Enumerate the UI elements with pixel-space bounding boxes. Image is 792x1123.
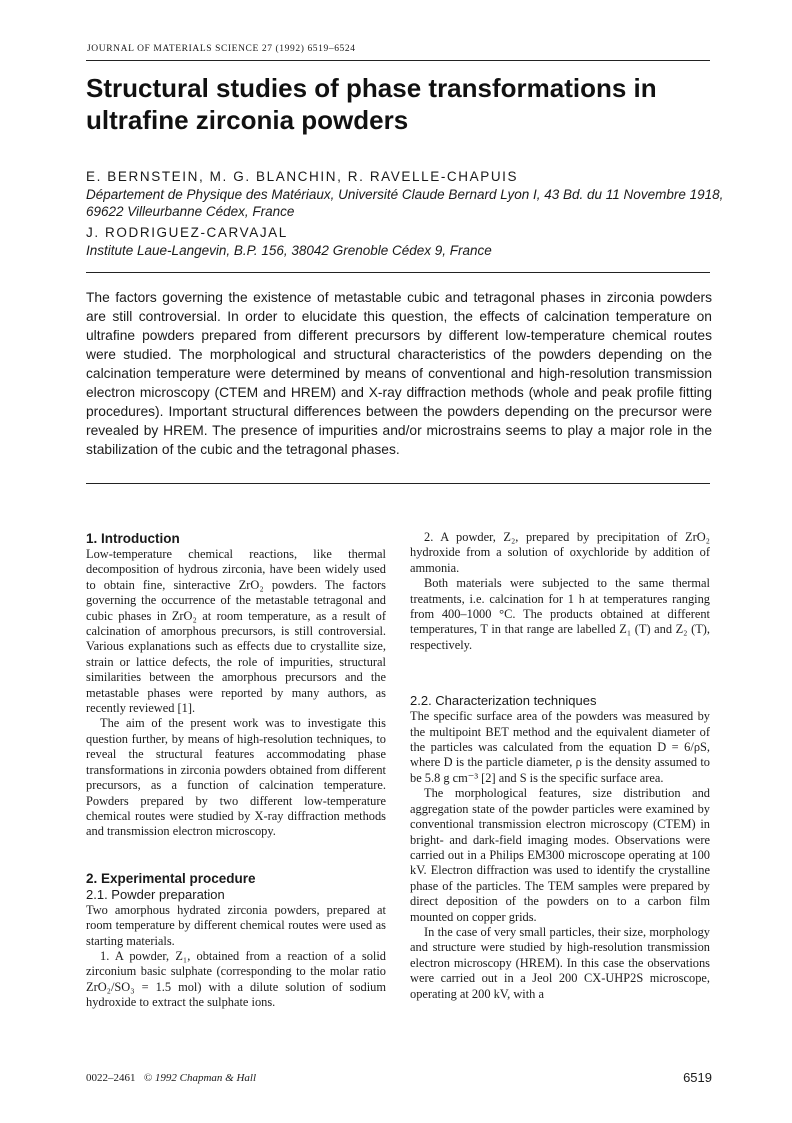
footer-issn-copyright	[86, 1072, 256, 1084]
abstract: The factors governing the existence of metastable cubic and tetragonal phases in zirconia powders are still controversial. In order to elucidate this question, the effects of calcination temperature on ultrafine powders prepared from different precursors by different low-temperature chemical routes were studied. The morphological and structural characteristics of the powders depending on the calcination temperature were determined by means of conventional and high-resolution transmission electron microscopy (CTEM and HREM) and X-ray diffraction methods (whole and peak profile fitting procedures). Important structural differences between the powders depending on the precursor were revealed by HREM. The presence of impurities and/or microstrains seems to play a major role in the stabilization of the cubic and the tetragonal phases.	[86, 290, 712, 457]
paper-title: Structural studies of phase transformations in ultrafine zirconia powders	[86, 73, 657, 135]
left-column	[86, 530, 386, 1011]
abstract-top-rule	[86, 272, 710, 273]
paragraph: 2. A powder, Z₂, prepared by precipitation of ZrO₂ hydroxide from a solution of oxychloride by addition of ammonia.	[410, 530, 710, 575]
paragraph: Two amorphous hydrated zirconia powders, prepared at room temperature by different chemical routes were used as starting materials.	[86, 902, 386, 948]
issn: 0022–2461	[86, 1072, 136, 1084]
paragraph: Low-temperature chemical reactions, like thermal decomposition of hydrous zirconia, have been widely used to obtain fine, sinteractive ZrO₂ powders. The factors governing the occurrence of the metastable tetragonal and cubic phases in ZrO₂ at room temperature, as a result of calcination of amorphous precursors, is still controversial. Various explanations such as effects due to crystallite size, strain or lattice defects, the role of impurities, structural similarities between the amorphous precursors and the metastable phases were reported by many authors, as recently reviewed [1].	[86, 547, 386, 716]
page-number: 6519	[683, 1070, 712, 1085]
author-affiliation: Institute Laue-Langevin, B.P. 156, 38042 Grenoble Cédex 9, France	[86, 243, 492, 258]
section-heading-introduction: 1. Introduction	[86, 531, 180, 546]
author-block-1	[86, 168, 726, 220]
author-names: J. RODRIGUEZ-CARVAJAL	[86, 225, 288, 240]
paragraph: Both materials were subjected to the same thermal treatments, i.e. calcination for 1 h at temperatures ranging from 400–1000 °C. The products obtained at different temperatures, T in that range are labelled Z₁ (T) and Z₂ (T), respectively.	[410, 576, 710, 652]
copyright: © 1992 Chapman & Hall	[143, 1072, 257, 1084]
journal-header: JOURNAL OF MATERIALS SCIENCE 27 (1992) 6519–6524	[87, 44, 356, 54]
right-column	[410, 530, 710, 1002]
paragraph: In the case of very small particles, their size, morphology and structure were studied by high-resolution transmission electron microscopy (HREM). In this case the observations were carried out in a Jeol 200 CX-UHP2S microscope, operating at 200 kV, with a	[410, 924, 710, 1001]
paragraph: The specific surface area of the powders was measured by the multipoint BET method and the equivalent diameter of the particles was calculated from the equation D = 6/ρS, where D is the particle diameter, ρ is the density assumed to be 5.8 g cm⁻³ [2] and S is the specific surface area.	[410, 709, 710, 785]
paragraph: 1. A powder, Z₁, obtained from a reaction of a solid zirconium basic sulphate (corresponding to the molar ratio ZrO₂/SO₃ = 1.5 mol) with a dilute solution of sodium hydroxide to extract the sulphate ions.	[86, 948, 386, 1010]
paragraph: The morphological features, size distribution and aggregation state of the powder particles were examined by conventional transmission electron microscopy (CTEM) in bright- and dark-field imaging modes. Observations were carried out in a Philips EM300 microscope operating at 100 kV. Electron diffraction was used to identify the crystalline phase of the particles. The TEM samples were prepared by direct deposition of the powders on to a carbon film mounted on copper grids.	[410, 786, 710, 924]
author-names: E. BERNSTEIN, M. G. BLANCHIN, R. RAVELLE-CHAPUIS	[86, 169, 519, 184]
paragraph: The aim of the present work was to investigate this question further, by means of high-resolution techniques, to reveal the structural features accommodating phase transformations in zirconia powders obtained from different precursors, as a function of calcination temperature. Powders prepared by two different low-temperature chemical routes were studied by X-ray diffraction methods and transmission electron microscopy.	[86, 716, 386, 839]
header-rule	[86, 60, 710, 61]
author-block-2	[86, 224, 726, 259]
author-affiliation: Département de Physique des Matériaux, Université Claude Bernard Lyon I, 43 Bd. du 11 Novembre 1918, 69622 Villeurbanne Cédex, France	[86, 187, 724, 219]
subsection-heading-characterization: 2.2. Characterization techniques	[410, 693, 597, 709]
abstract-bottom-rule	[86, 483, 710, 484]
section-heading-experimental: 2. Experimental procedure	[86, 870, 256, 886]
subsection-heading-preparation: 2.1. Powder preparation	[86, 886, 225, 902]
